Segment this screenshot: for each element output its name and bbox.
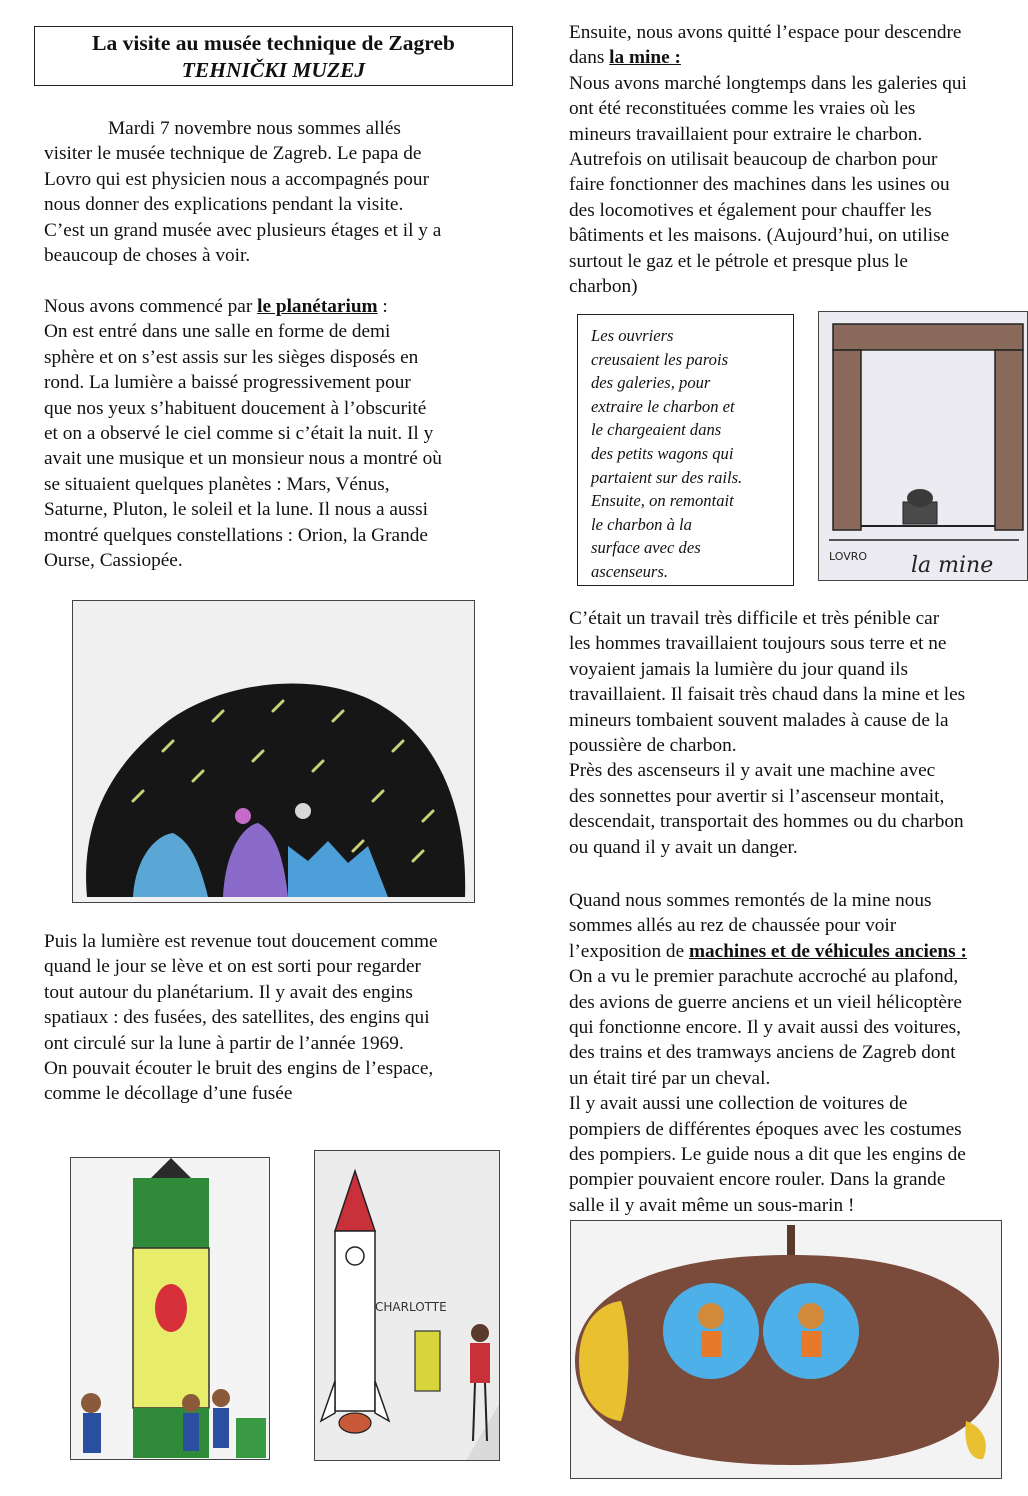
- article-subtitle: TEHNIČKI MUZEJ: [181, 58, 366, 82]
- mine-drawing-name: LOVRO: [829, 550, 868, 563]
- submarine-drawing-svg: [571, 1221, 1002, 1479]
- article-title: La visite au musée technique de Zagreb: [92, 31, 455, 55]
- heading-mine: la mine :: [609, 47, 681, 69]
- rocket-drawing-1: [70, 1157, 270, 1460]
- paragraph-space-engines: Puis la lumière est revenue tout doucement comme quand le jour se lève et on est sorti pour regarder tout autour du planétarium. Il y avait des engins spatiaux : des fusées, des satellites, des engins qui ont circulé sur la lune à partir de l’année 1969. On pouvait écouter le bruit des engins de l’espace, comme le décollage d’une fusée: [44, 931, 438, 1105]
- paragraph-intro: Mardi 7 novembre nous sommes allés visiter le musée technique de Zagreb. Le papa de Lovro qui est physicien nous a accompagnés pour nous donner des explications pendant la visite. C’est un grand musée avec plusieurs étages et il y a beaucoup de choses à voir.: [44, 118, 442, 267]
- rocket-drawing-2-svg: [315, 1151, 500, 1461]
- submarine-drawing: [570, 1220, 1002, 1479]
- mine-drawing-svg: [819, 312, 1028, 581]
- article-title-box: [34, 26, 513, 86]
- paragraph-mine-intro: Ensuite, nous avons quitté l’espace pour descendre dans la mine : Nous avons marché longtemps dans les galeries qui ont été reconstituées comme les vraies où les mineurs travaillaient pour extraire le charbon. Autrefois on utilisait beaucoup de charbon pour faire fonctionner des machines dans les usines ou des locomotives et également pour chauffer les bâtiments et les maisons. (Aujourd’hui, on utilise surtout le gaz et le pétrole et presque plus le charbon): [569, 22, 967, 298]
- paragraph-mine-work: C’était un travail très difficile et très pénible car les hommes travaillaient toujours sous terre et ne voyaient jamais la lumière du jour quand ils travaillaient. Il faisait très chaud dans la mine et les mineurs tombaient souvent malades à cause de la poussière de charbon. Près des ascenseurs il y avait une machine avec des sonnettes pour avertir si l’ascenseur montait, descendait, transportait des hommes ou du charbon ou quand il y avait un danger.: [569, 608, 966, 858]
- rocket-drawing-2: [314, 1150, 500, 1461]
- mine-drawing: [818, 311, 1028, 581]
- planetarium-drawing: [72, 600, 475, 903]
- planetarium-drawing-svg: [73, 601, 475, 903]
- rocket-drawing-1-svg: [71, 1158, 270, 1460]
- rocket-drawing-2-label: CHARLOTTE: [375, 1300, 447, 1314]
- paragraph-vehicles: Quand nous sommes remontés de la mine nous sommes allés au rez de chaussée pour voir l’exposition de machines et de véhicules anciens : On a vu le premier parachute accroché au plafond, des avions de guerre anciens et un vieil hélicoptère qui fonctionne encore. Il y avait aussi des voitures, des trains et des tramways anciens de Zagreb dont un était tiré par un cheval. Il y avait aussi une collection de voitures de pompiers de différentes époques avec les costumes des pompiers. Le guide nous a dit que les engins de pompier pouvaient encore rouler. Dans la grande salle il y avait même un sous-marin !: [569, 890, 967, 1216]
- paragraph-planetarium: Nous avons commencé par le planétarium : On est entré dans une salle en forme de demi sphère et on s’est assis sur les sièges disposés en rond. La lumière a baissé progressivement pour que nos yeux s’habituent doucement à l’obscurité et on a observé le ciel comme si c’était la nuit. Il y avait une musique et un monsieur nous a montré où se situaient quelques planètes : Mars, Vénus, Saturne, Pluton, le soleil et la lune. Il nous a aussi montré quelques constellations : Orion, la Grande Ourse, Cassiopée.: [44, 296, 442, 572]
- heading-planetarium: le planétarium: [257, 296, 378, 317]
- heading-vehicles: machines et de véhicules anciens :: [688, 940, 967, 962]
- mine-drawing-title: la mine: [911, 553, 994, 578]
- mine-caption-box: Les ouvriers creusaient les parois des galeries, pour extraire le charbon et le chargeaient dans des petits wagons qui partaient sur des rails. Ensuite, on remontait le charbon à la surface avec des ascenseurs.: [577, 314, 794, 586]
